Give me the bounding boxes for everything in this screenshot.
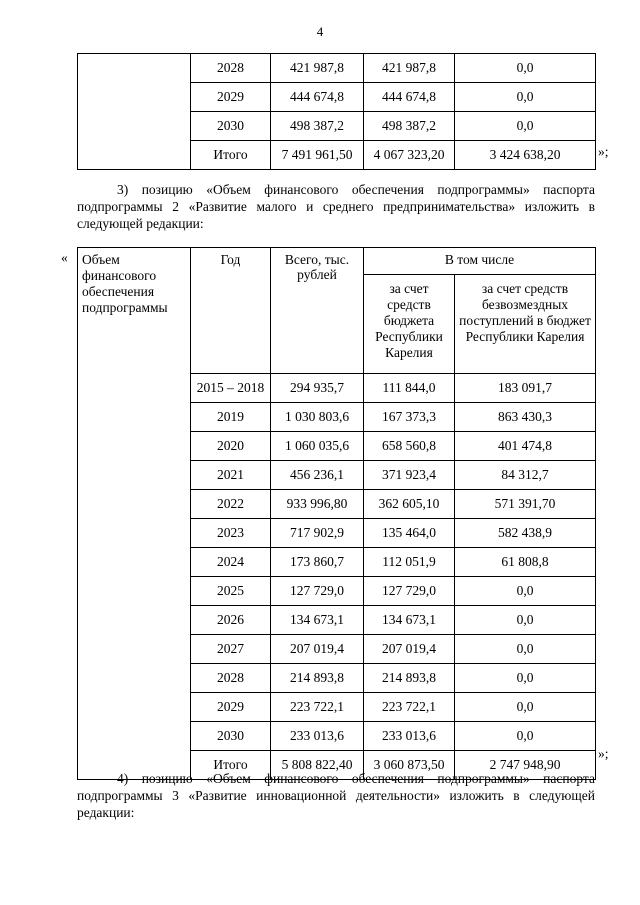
table-subprogram-2 <box>77 247 596 780</box>
table-header-row <box>78 248 596 275</box>
paragraph-4 <box>77 770 595 821</box>
total-cell: 207 019,4 <box>271 635 364 664</box>
free-cell: 401 474,8 <box>455 432 596 461</box>
table-subprogram-1-continuation <box>77 53 596 170</box>
year-cell: 2030 <box>191 112 271 141</box>
free-cell: 0,0 <box>455 635 596 664</box>
year-cell: 2022 <box>191 490 271 519</box>
year-cell: 2026 <box>191 606 271 635</box>
budget-cell: 223 722,1 <box>364 693 455 722</box>
free-header: за счет средств безвозмездных поступлений в бюджет Республики Карелия <box>455 275 596 374</box>
free-cell: 0,0 <box>455 722 596 751</box>
year-cell: 2029 <box>191 693 271 722</box>
budget-cell: 3 060 873,50 <box>364 751 455 780</box>
year-cell: 2015 – 2018 <box>191 374 271 403</box>
free-cell: 84 312,7 <box>455 461 596 490</box>
year-cell: Итого <box>191 751 271 780</box>
year-cell: 2028 <box>191 54 271 83</box>
budget-cell: 362 605,10 <box>364 490 455 519</box>
budget-cell: 371 923,4 <box>364 461 455 490</box>
budget-cell: 134 673,1 <box>364 606 455 635</box>
year-cell: Итого <box>191 141 271 170</box>
total-cell: 498 387,2 <box>271 112 364 141</box>
budget-cell: 233 013,6 <box>364 722 455 751</box>
table1-close-quote: »; <box>598 144 609 159</box>
total-cell: 294 935,7 <box>271 374 364 403</box>
budget-cell: 111 844,0 <box>364 374 455 403</box>
paragraph-3-text: 3) позицию «Объем финансового обеспечения подпрограммы» паспорта подпрограммы 2 «Развитие малого и среднего предпринимательства» изложить в следующей редакции: <box>77 182 595 231</box>
budget-cell: 498 387,2 <box>364 112 455 141</box>
year-header: Год <box>191 248 271 374</box>
total-cell: 127 729,0 <box>271 577 364 606</box>
total-cell: 421 987,8 <box>271 54 364 83</box>
year-cell: 2028 <box>191 664 271 693</box>
budget-header: за счет средств бюджета Республики Карелия <box>364 275 455 374</box>
total-cell: 456 236,1 <box>271 461 364 490</box>
budget-cell: 421 987,8 <box>364 54 455 83</box>
total-header: Всего, тыс. рублей <box>271 248 364 374</box>
budget-cell: 207 019,4 <box>364 635 455 664</box>
free-cell: 61 808,8 <box>455 548 596 577</box>
paragraph-4-text: 4) позицию «Объем финансового обеспечения подпрограммы» паспорта подпрограммы 3 «Развитие инновационной деятельности» изложить в следующей редакции: <box>77 771 595 820</box>
free-cell: 0,0 <box>455 693 596 722</box>
budget-cell: 444 674,8 <box>364 83 455 112</box>
free-cell: 3 424 638,20 <box>455 141 596 170</box>
free-cell: 582 438,9 <box>455 519 596 548</box>
year-cell: 2030 <box>191 722 271 751</box>
total-cell: 1 060 035,6 <box>271 432 364 461</box>
free-cell: 0,0 <box>455 664 596 693</box>
free-cell: 0,0 <box>455 54 596 83</box>
total-cell: 933 996,80 <box>271 490 364 519</box>
year-cell: 2023 <box>191 519 271 548</box>
free-cell: 571 391,70 <box>455 490 596 519</box>
total-cell: 223 722,1 <box>271 693 364 722</box>
total-cell: 173 860,7 <box>271 548 364 577</box>
year-cell: 2020 <box>191 432 271 461</box>
free-cell: 0,0 <box>455 83 596 112</box>
total-cell: 1 030 803,6 <box>271 403 364 432</box>
year-cell: 2029 <box>191 83 271 112</box>
budget-cell: 4 067 323,20 <box>364 141 455 170</box>
free-cell: 183 091,7 <box>455 374 596 403</box>
total-cell: 444 674,8 <box>271 83 364 112</box>
year-cell: 2027 <box>191 635 271 664</box>
year-cell: 2024 <box>191 548 271 577</box>
including-header: В том числе <box>364 248 596 275</box>
table2-close-quote: »; <box>598 746 609 761</box>
total-cell: 717 902,9 <box>271 519 364 548</box>
subprogram-name-cell: Объем финансового обеспечения подпрограммы <box>78 248 191 780</box>
budget-cell: 127 729,0 <box>364 577 455 606</box>
free-cell: 0,0 <box>455 606 596 635</box>
free-cell: 863 430,3 <box>455 403 596 432</box>
total-cell: 134 673,1 <box>271 606 364 635</box>
paragraph-3 <box>77 181 595 232</box>
budget-cell: 167 373,3 <box>364 403 455 432</box>
page-number: 4 <box>316 24 324 39</box>
table2-open-quote: « <box>61 250 68 265</box>
year-cell: 2019 <box>191 403 271 432</box>
budget-cell: 658 560,8 <box>364 432 455 461</box>
total-cell: 5 808 822,40 <box>271 751 364 780</box>
year-cell: 2021 <box>191 461 271 490</box>
total-cell: 233 013,6 <box>271 722 364 751</box>
total-cell: 214 893,8 <box>271 664 364 693</box>
free-cell: 0,0 <box>455 577 596 606</box>
free-cell: 2 747 948,90 <box>455 751 596 780</box>
total-cell: 7 491 961,50 <box>271 141 364 170</box>
budget-cell: 135 464,0 <box>364 519 455 548</box>
budget-cell: 214 893,8 <box>364 664 455 693</box>
budget-cell: 112 051,9 <box>364 548 455 577</box>
free-cell: 0,0 <box>455 112 596 141</box>
table-row <box>78 54 596 83</box>
name-cell-blank <box>78 54 191 170</box>
year-cell: 2025 <box>191 577 271 606</box>
